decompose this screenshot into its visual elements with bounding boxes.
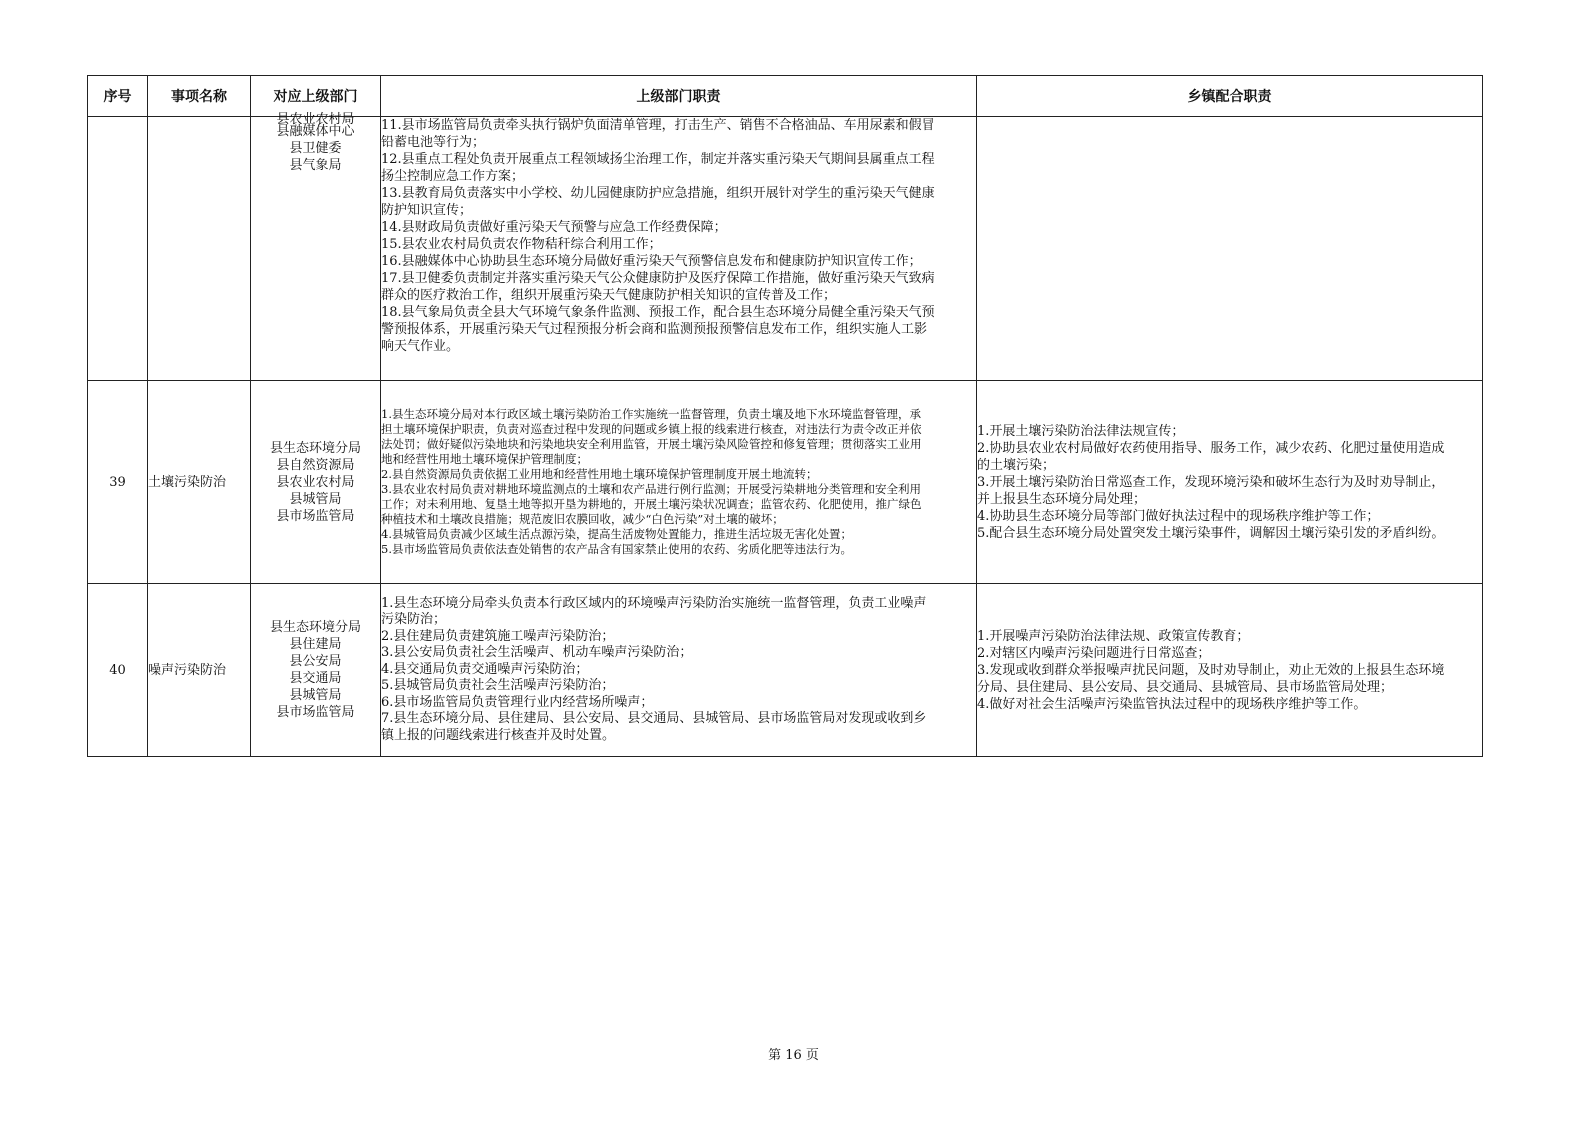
duty-line: 1.开展土壤污染防治法律法规宣传； <box>977 423 1185 439</box>
department-name: 县公安局 <box>289 654 342 669</box>
header-item-name: 事项名称 <box>148 76 251 117</box>
duty-line: 污染防治； <box>381 612 447 628</box>
town-duties-cell <box>977 584 1483 757</box>
departments-cell <box>251 381 381 584</box>
serial-no-cell: 39 <box>88 381 148 584</box>
duty-line: 2.县住建局负责建筑施工噪声污染防治； <box>381 628 615 644</box>
duty-line: 地和经营性用地土壤环境保护管理制度； <box>381 452 588 467</box>
superior-duties-cell <box>381 117 977 381</box>
duty-line: 4.协助县生态环境分局等部门做好执法过程中的现场秩序维护等工作； <box>977 508 1380 524</box>
duty-line: 1.开展噪声污染防治法律法规、政策宣传教育； <box>977 628 1250 644</box>
department-name: 县生态环境分局 <box>269 620 361 635</box>
duty-line: 镇上报的问题线索进行核查并及时处置。 <box>381 727 616 743</box>
department-name: 县气象局 <box>289 158 342 173</box>
duty-line: 13.县教育局负责落实中小学校、幼儿园健康防护应急措施，组织开展针对学生的重污染天气健康 <box>381 186 935 201</box>
department-name: 县市场监管局 <box>276 705 355 720</box>
duty-line: 2.对辖区内噪声污染问题进行日常巡查； <box>977 645 1211 661</box>
table-row <box>88 381 1483 584</box>
department-name: 县城管局 <box>289 688 342 703</box>
duty-line: 种植技术和土壤改良措施；规范废旧农膜回收，减少“白色污染”对土壤的破坏； <box>381 511 784 526</box>
duty-line: 响天气作业。 <box>381 339 460 354</box>
departments-cell <box>251 584 381 757</box>
duty-line: 5.配合县生态环境分局处置突发土壤污染事件，调解因土壤污染引发的矛盾纠纷。 <box>977 525 1445 541</box>
duty-line: 5.县城管局负责社会生活噪声污染防治； <box>381 678 615 694</box>
departments-cell <box>251 112 381 381</box>
town-duties-cell <box>977 117 1483 381</box>
duty-line: 扬尘控制应急工作方案； <box>381 169 525 184</box>
department-name: 县自然资源局 <box>276 457 355 473</box>
duty-line: 4.做好对社会生活噪声污染监管执法过程中的现场秩序维护等工作。 <box>977 696 1367 712</box>
item-name-cell <box>148 117 251 381</box>
duty-line: 群众的医疗救治工作，组织开展重污染天气健康防护相关知识的宣传普及工作； <box>381 288 837 303</box>
duty-line: 16.县融媒体中心协助县生态环境分局做好重污染天气预警信息发布和健康防护知识宣传工作； <box>381 254 922 269</box>
header-superior-duties: 上级部门职责 <box>381 76 977 117</box>
duty-line: 4.县城管局负责减少区域生活点源污染，提高生活废物处置能力，推进生活垃圾无害化处置； <box>381 526 852 541</box>
duty-line: 铅蓄电池等行为； <box>381 135 486 150</box>
duty-table <box>87 75 1483 757</box>
department-name: 县农业农村局 <box>276 112 355 127</box>
duty-line: 1.县生态环境分局对本行政区域土壤污染防治工作实施统一监督管理，负责土壤及地下水环境监督管理，承 <box>381 407 921 422</box>
department-name: 县卫健委 <box>289 141 342 156</box>
duty-line: 3.县公安局负责社会生活噪声、机动车噪声污染防治； <box>381 645 693 661</box>
duty-line: 4.县交通局负责交通噪声污染防治； <box>381 661 589 677</box>
duty-line: 2.协助县农业农村局做好农药使用指导、服务工作，减少农药、化肥过量使用造成 <box>977 440 1445 456</box>
duty-line: 工作；对未利用地、复垦土地等拟开垦为耕地的，开展土壤污染状况调查；监管农药、化肥使用，推广绿色 <box>381 496 922 511</box>
table-row <box>88 584 1483 757</box>
duty-line: 防护知识宣传； <box>381 203 473 218</box>
duty-line: 担土壤环境保护职责，负责对巡查过程中发现的问题或乡镇上报的线索进行核查，对违法行为责令改正并依 <box>381 422 922 437</box>
duty-line: 6.县市场监管局负责管理行业内经营场所噪声； <box>381 694 654 710</box>
table-row-continued <box>88 117 1483 381</box>
duty-line: 的土壤污染； <box>977 457 1056 473</box>
serial-no-cell <box>88 117 148 381</box>
duty-line: 法处罚；做好疑似污染地块和污染地块安全利用监管，开展土壤污染风险管控和修复管理；贯彻落实工业用 <box>381 437 922 452</box>
header-superior-dept: 对应上级部门 <box>251 76 381 117</box>
superior-duties-cell <box>381 584 977 757</box>
department-name: 县交通局 <box>289 671 342 686</box>
department-name: 县市场监管局 <box>276 508 355 524</box>
item-name-cell: 噪声污染防治 <box>148 584 251 757</box>
duty-line: 2.县自然资源局负责依据工业用地和经营性用地土壤环境保护管理制度开展土地流转； <box>381 467 818 482</box>
header-serial-no: 序号 <box>88 76 148 117</box>
duty-line: 7.县生态环境分局、县住建局、县公安局、县交通局、县城管局、县市场监管局对发现或收到乡 <box>381 711 927 727</box>
duty-line: 3.发现或收到群众举报噪声扰民问题，及时劝导制止，劝止无效的上报县生态环境 <box>977 662 1445 678</box>
duty-line: 14.县财政局负责做好重污染天气预警与应急工作经费保障； <box>381 220 727 235</box>
department-name: 县农业农村局 <box>276 474 355 490</box>
duty-line: 警预报体系，开展重污染天气过程预报分析会商和监测预报预警信息发布工作，组织实施人工影 <box>381 322 928 337</box>
department-name: 县城管局 <box>289 491 342 507</box>
duty-line: 18.县气象局负责全县大气环境气象条件监测、预报工作，配合县生态环境分局健全重污染天气预 <box>381 305 935 320</box>
duty-line: 17.县卫健委负责制定并落实重污染天气公众健康防护及医疗保障工作措施，做好重污染天气致病 <box>381 271 935 286</box>
town-duties-cell <box>977 381 1483 584</box>
superior-duties-cell <box>381 381 977 584</box>
duty-line: 并上报县生态环境分局处理； <box>977 491 1147 507</box>
duty-line: 15.县农业农村局负责农作物秸秆综合利用工作； <box>381 237 662 252</box>
department-name: 县融媒体中心 <box>276 124 355 139</box>
serial-no-cell: 40 <box>88 584 148 757</box>
duty-line: 11.县市场监管局负责牵头执行锅炉负面清单管理，打击生产、销售不合格油品、车用尿素和假冒 <box>381 118 935 133</box>
duty-line: 1.县生态环境分局牵头负责本行政区域内的环境噪声污染防治实施统一监督管理，负责工业噪声 <box>381 595 927 611</box>
duty-line: 5.县市场监管局负责依法查处销售的农产品含有国家禁止使用的农药、劣质化肥等违法行为。 <box>381 541 852 556</box>
duty-line: 3.开展土壤污染防治日常巡查工作，发现环境污染和破坏生态行为及时劝导制止， <box>977 474 1445 490</box>
item-name-cell: 土壤污染防治 <box>148 381 251 584</box>
header-town-duties: 乡镇配合职责 <box>977 76 1483 117</box>
department-name: 县生态环境分局 <box>269 440 361 456</box>
duty-line: 3.县农业农村局负责对耕地环境监测点的土壤和农产品进行例行监测；开展受污染耕地分类管理和安全利用 <box>381 482 921 496</box>
table-header-row <box>88 76 1483 117</box>
department-name: 县住建局 <box>289 637 342 652</box>
page-number: 第 16 页 <box>768 1048 819 1063</box>
duty-line: 分局、县住建局、县公安局、县交通局、县城管局、县市场监管局处理； <box>977 679 1394 695</box>
duty-line: 12.县重点工程处负责开展重点工程领域扬尘治理工作，制定并落实重污染天气期间县属重点工程 <box>381 152 935 167</box>
